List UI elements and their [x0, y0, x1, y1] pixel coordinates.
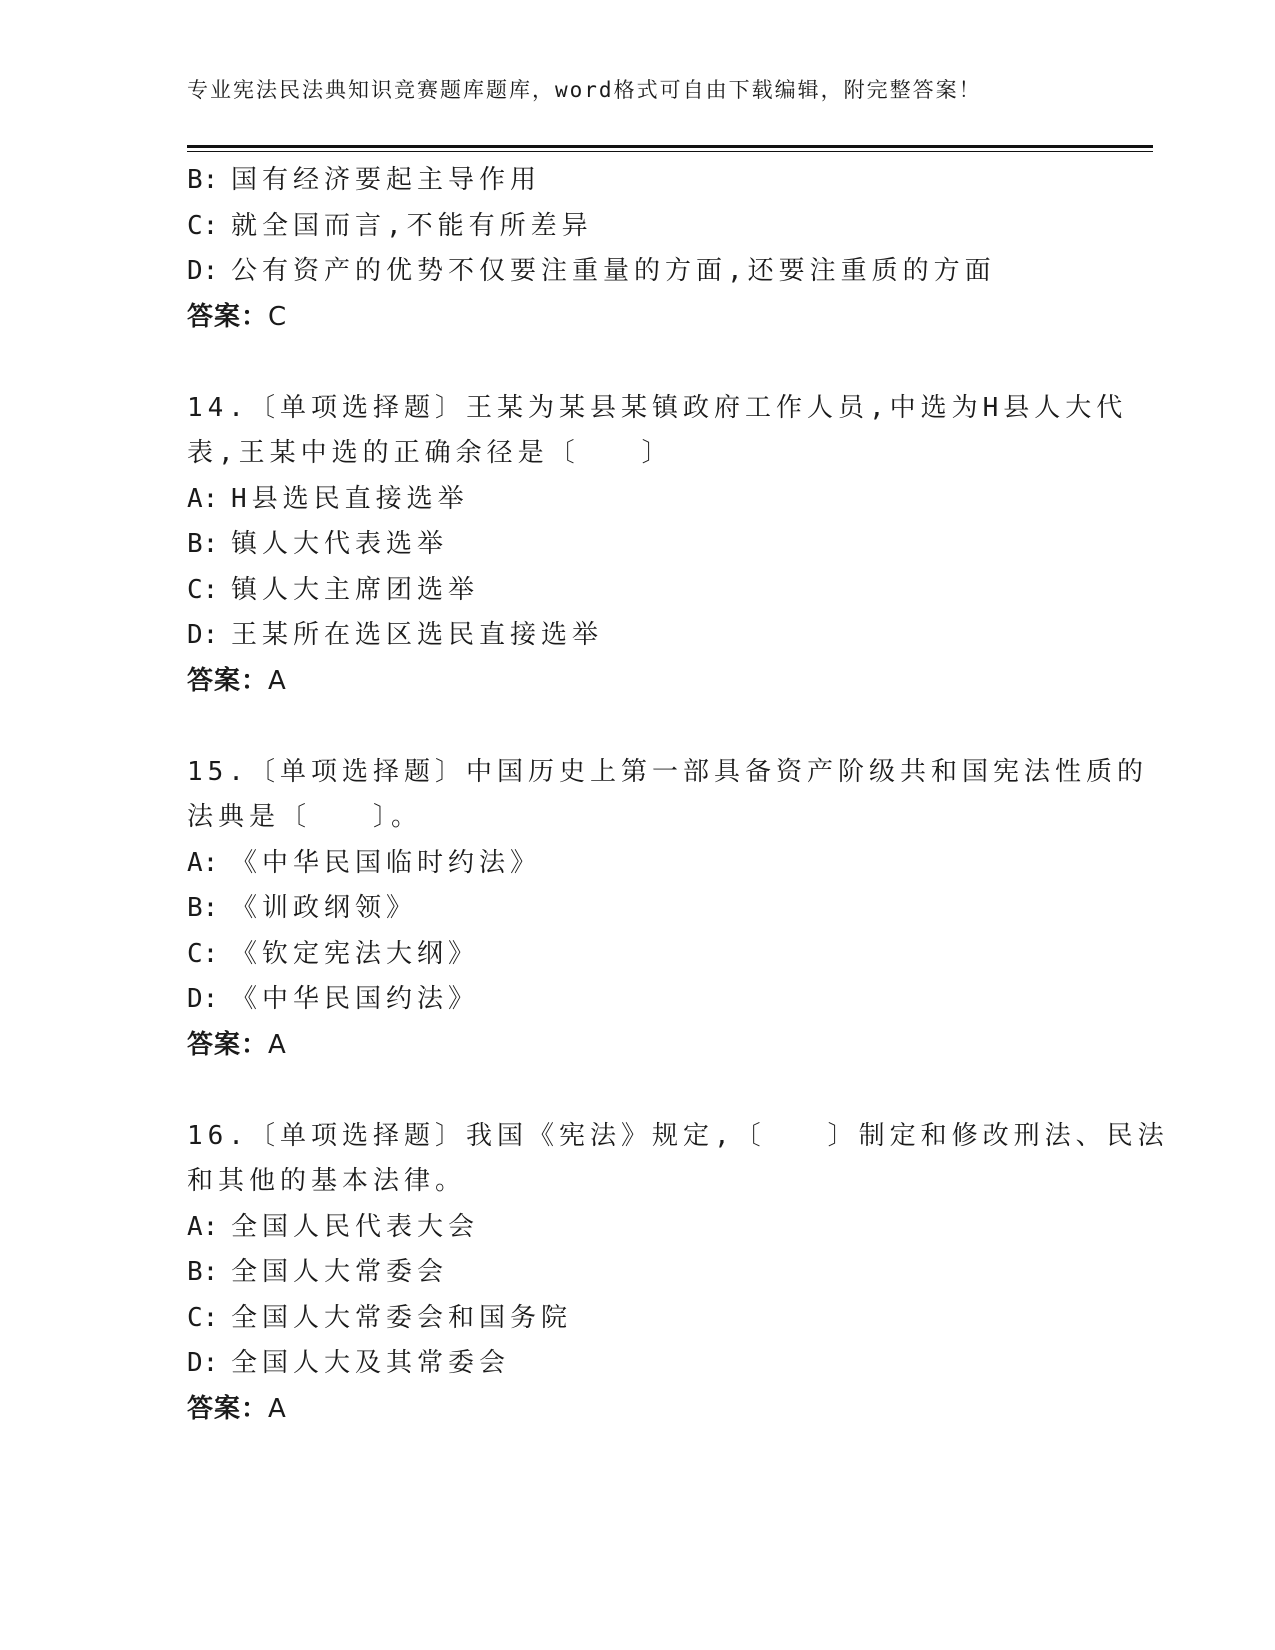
option-line: C: 镇人大主席团选举	[187, 574, 480, 605]
option-line: A: 全国人民代表大会	[187, 1211, 480, 1242]
document-body	[187, 158, 1169, 1432]
option-line: D: 王某所在选区选民直接选举	[187, 620, 604, 650]
page-header-title: 专业宪法民法典知识竞赛题库题库，word格式可自由下载编辑，附完整答案！	[187, 78, 982, 102]
answer-line: 答案：A	[187, 1393, 287, 1424]
prev-question	[187, 158, 1087, 340]
question-14	[187, 386, 1128, 705]
option-line: D: 全国人大及其常委会	[187, 1348, 511, 1378]
option-line: B: 镇人大代表选举	[187, 529, 449, 559]
question-text: 16.〔单项选择题〕我国《宪法》规定,〔 〕制定和修改刑法、民法	[187, 1120, 1169, 1151]
question-text: 表,王某中选的正确余径是〔 〕	[187, 438, 673, 468]
option-line: A: H县选民直接选举	[187, 483, 469, 514]
header-rule-thick	[187, 145, 1153, 148]
option-line: B: 《训政纲领》	[187, 893, 418, 923]
question-text: 14.〔单项选择题〕王某为某县某镇政府工作人员,中选为H县人大代	[187, 392, 1128, 423]
option-line: B: 全国人大常委会	[187, 1257, 449, 1287]
header-rule-thin	[187, 151, 1153, 152]
option-line: C: 全国人大常委会和国务院	[187, 1302, 573, 1333]
question-15	[187, 750, 1148, 1069]
answer-line: 答案：C	[187, 301, 288, 332]
option-line: D: 《中华民国约法》	[187, 984, 480, 1014]
answer-line: 答案：A	[187, 665, 287, 696]
question-text: 和其他的基本法律。	[187, 1166, 467, 1196]
question-16	[187, 1114, 1169, 1433]
answer-line: 答案：A	[187, 1029, 287, 1060]
option-line: C: 《钦定宪法大纲》	[187, 938, 480, 969]
question-text: 法典是〔 〕。	[187, 802, 423, 832]
option-line: C: 就全国而言,不能有所差异	[187, 210, 593, 241]
option-line: A: 《中华民国临时约法》	[187, 847, 542, 878]
option-line: D: 公有资产的优势不仅要注重量的方面,还要注重质的方面	[187, 256, 996, 286]
option-line: B: 国有经济要起主导作用	[187, 165, 542, 195]
question-text: 15.〔单项选择题〕中国历史上第一部具备资产阶级共和国宪法性质的	[187, 756, 1148, 787]
